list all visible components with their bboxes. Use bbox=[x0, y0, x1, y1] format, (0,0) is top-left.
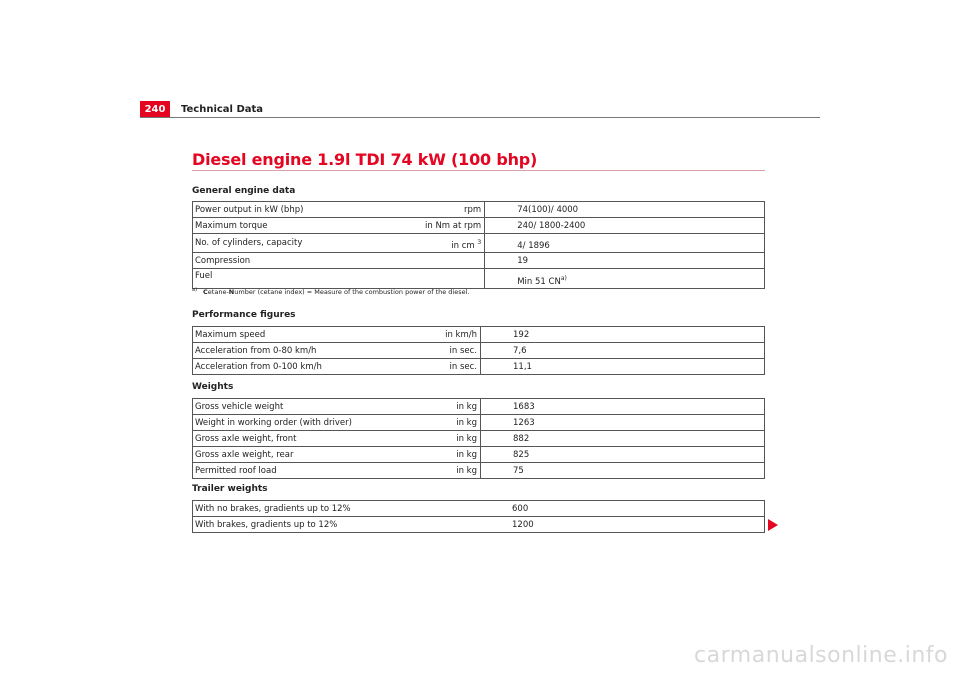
row-value: 882 bbox=[481, 431, 765, 447]
table-row bbox=[193, 253, 765, 269]
row-label: Acceleration from 0-100 km/h bbox=[193, 359, 424, 375]
row-label: Maximum speed bbox=[193, 327, 424, 343]
footnote bbox=[192, 288, 470, 296]
row-unit: in sec. bbox=[423, 343, 481, 359]
footnote-n: N bbox=[228, 288, 235, 296]
trailer-table bbox=[192, 500, 765, 533]
table-row bbox=[193, 343, 765, 359]
row-label: With brakes, gradients up to 12% bbox=[193, 517, 424, 533]
page-title: Diesel engine 1.9l TDI 74 kW (100 bhp) bbox=[192, 150, 538, 169]
row-value: 1263 bbox=[481, 415, 765, 431]
table-row bbox=[193, 218, 765, 234]
running-header: Technical Data bbox=[181, 104, 264, 115]
row-value: 4/ 1896 bbox=[485, 234, 765, 253]
row-value: 240/ 1800-2400 bbox=[485, 218, 765, 234]
table-row bbox=[193, 415, 765, 431]
row-unit: in kg bbox=[423, 415, 481, 431]
row-unit bbox=[423, 269, 485, 289]
table-row bbox=[193, 501, 765, 517]
section-heading-general: General engine data bbox=[192, 186, 296, 196]
table-row bbox=[193, 399, 765, 415]
row-label: Gross axle weight, front bbox=[193, 431, 424, 447]
table-row bbox=[193, 517, 765, 533]
watermark: carmanualsonline.info bbox=[694, 643, 948, 668]
row-value: 600 bbox=[480, 501, 765, 517]
row-label: With no brakes, gradients up to 12% bbox=[193, 501, 424, 517]
row-unit: in Nm at rpm bbox=[423, 218, 485, 234]
value-text: Min 51 CN bbox=[517, 277, 561, 287]
table-row bbox=[193, 202, 765, 218]
row-unit: in sec. bbox=[423, 359, 481, 375]
row-value bbox=[485, 269, 765, 289]
row-label: Weight in working order (with driver) bbox=[193, 415, 424, 431]
section-heading-trailer: Trailer weights bbox=[192, 484, 268, 494]
row-value: 75 bbox=[481, 463, 765, 479]
unit-text: in cm bbox=[451, 241, 475, 251]
row-label: Gross axle weight, rear bbox=[193, 447, 424, 463]
footnote-text: umber (cetane index) = Measure of the combustion power of the diesel. bbox=[234, 288, 470, 296]
row-unit bbox=[423, 517, 480, 533]
row-label: Acceleration from 0-80 km/h bbox=[193, 343, 424, 359]
table-row bbox=[193, 463, 765, 479]
row-label: Compression bbox=[193, 253, 424, 269]
row-unit: in kg bbox=[423, 399, 481, 415]
title-divider bbox=[192, 170, 765, 171]
page-number: 240 bbox=[140, 101, 170, 118]
row-unit: in kg bbox=[423, 463, 481, 479]
table-row bbox=[193, 327, 765, 343]
row-value: 74(100)/ 4000 bbox=[485, 202, 765, 218]
row-unit bbox=[423, 501, 480, 517]
table-row bbox=[193, 431, 765, 447]
unit-superscript: 3 bbox=[477, 239, 482, 247]
table-row bbox=[193, 234, 765, 253]
footnote-c-rest: etane- bbox=[207, 288, 229, 296]
row-value: 1683 bbox=[481, 399, 765, 415]
row-label: Power output in kW (bhp) bbox=[193, 202, 424, 218]
row-label: Maximum torque bbox=[193, 218, 424, 234]
row-unit: in kg bbox=[423, 431, 481, 447]
row-unit: rpm bbox=[423, 202, 485, 218]
row-value: 7,6 bbox=[481, 343, 765, 359]
table-row bbox=[193, 447, 765, 463]
row-value: 825 bbox=[481, 447, 765, 463]
row-value: 19 bbox=[485, 253, 765, 269]
row-unit bbox=[423, 253, 485, 269]
footnote-mark: a) bbox=[192, 287, 198, 293]
section-heading-performance: Performance figures bbox=[192, 310, 296, 320]
row-value: 11,1 bbox=[481, 359, 765, 375]
weights-table bbox=[192, 398, 765, 479]
row-label: No. of cylinders, capacity bbox=[193, 234, 424, 253]
performance-table bbox=[192, 326, 765, 375]
row-unit: in km/h bbox=[423, 327, 481, 343]
row-label: Permitted roof load bbox=[193, 463, 424, 479]
next-page-arrow-icon[interactable] bbox=[768, 519, 778, 531]
row-value: 192 bbox=[481, 327, 765, 343]
section-heading-weights: Weights bbox=[192, 382, 234, 392]
row-unit bbox=[423, 234, 485, 253]
footnote-c: C bbox=[203, 288, 208, 296]
general-engine-table bbox=[192, 201, 765, 289]
header-divider bbox=[140, 117, 820, 118]
table-row bbox=[193, 359, 765, 375]
table-row bbox=[193, 269, 765, 289]
row-value: 1200 bbox=[480, 517, 765, 533]
row-label: Fuel bbox=[193, 269, 424, 289]
row-unit: in kg bbox=[423, 447, 481, 463]
footnote-ref: a) bbox=[560, 275, 567, 283]
row-label: Gross vehicle weight bbox=[193, 399, 424, 415]
